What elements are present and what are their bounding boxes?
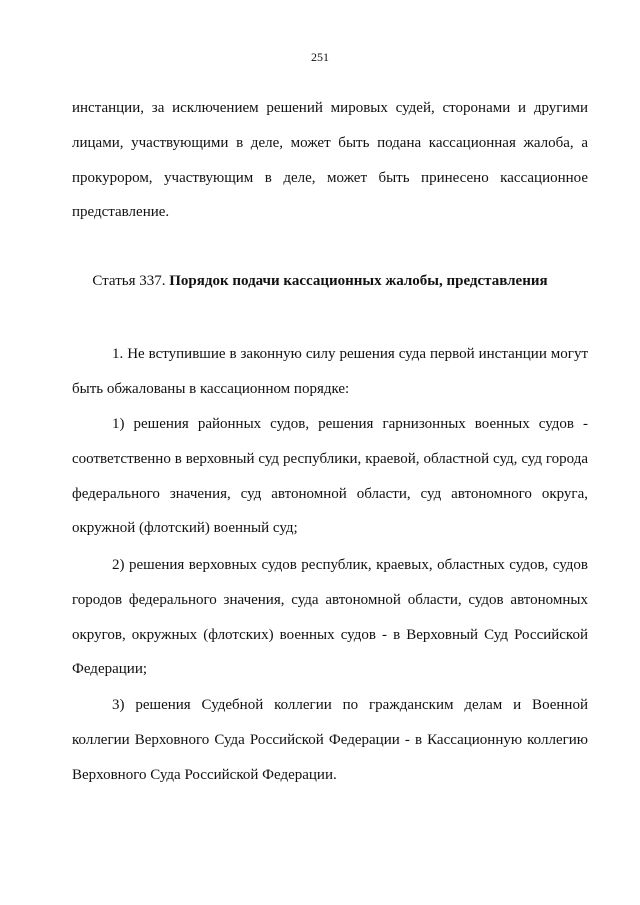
paragraph-subitem-3: 3) решения Судебной коллегии по гражданским делам и Военной коллегии Верховного Суда Российской Федерации - в Кассационную коллегию Верховного Суда Российской Федерации.: [72, 697, 588, 783]
paragraph-subitem-2: 2) решения верховных судов республик, краевых, областных судов, судов городов федерального значения, суда автономной области, судов автономных округов, окружных (флотских) военных судов - в Верховный Суд Российской Федерации;: [72, 557, 588, 678]
article-number: Статья 337.: [92, 273, 166, 289]
article-heading: [0, 264, 640, 298]
page-number: 251: [311, 50, 329, 64]
article-title: Порядок подачи кассационных жалобы, представления: [169, 273, 548, 289]
paragraph-continuation: инстанции, за исключением решений мировых судей, сторонами и другими лицами, участвующими в деле, может быть подана кассационная жалоба, а прокурором, участвующим в деле, может быть принесено кассационное представление.: [72, 100, 588, 221]
paragraph-item-1: 1. Не вступившие в законную силу решения суда первой инстанции могут быть обжалованы в кассационном порядке:: [72, 346, 588, 397]
paragraph-subitem-1: 1) решения районных судов, решения гарнизонных военных судов - соответственно в верховный суд республики, краевой, областной суд, суд города федерального значения, суд автономной области, суд автономного округа, окружной (флотский) военный суд;: [72, 416, 588, 537]
